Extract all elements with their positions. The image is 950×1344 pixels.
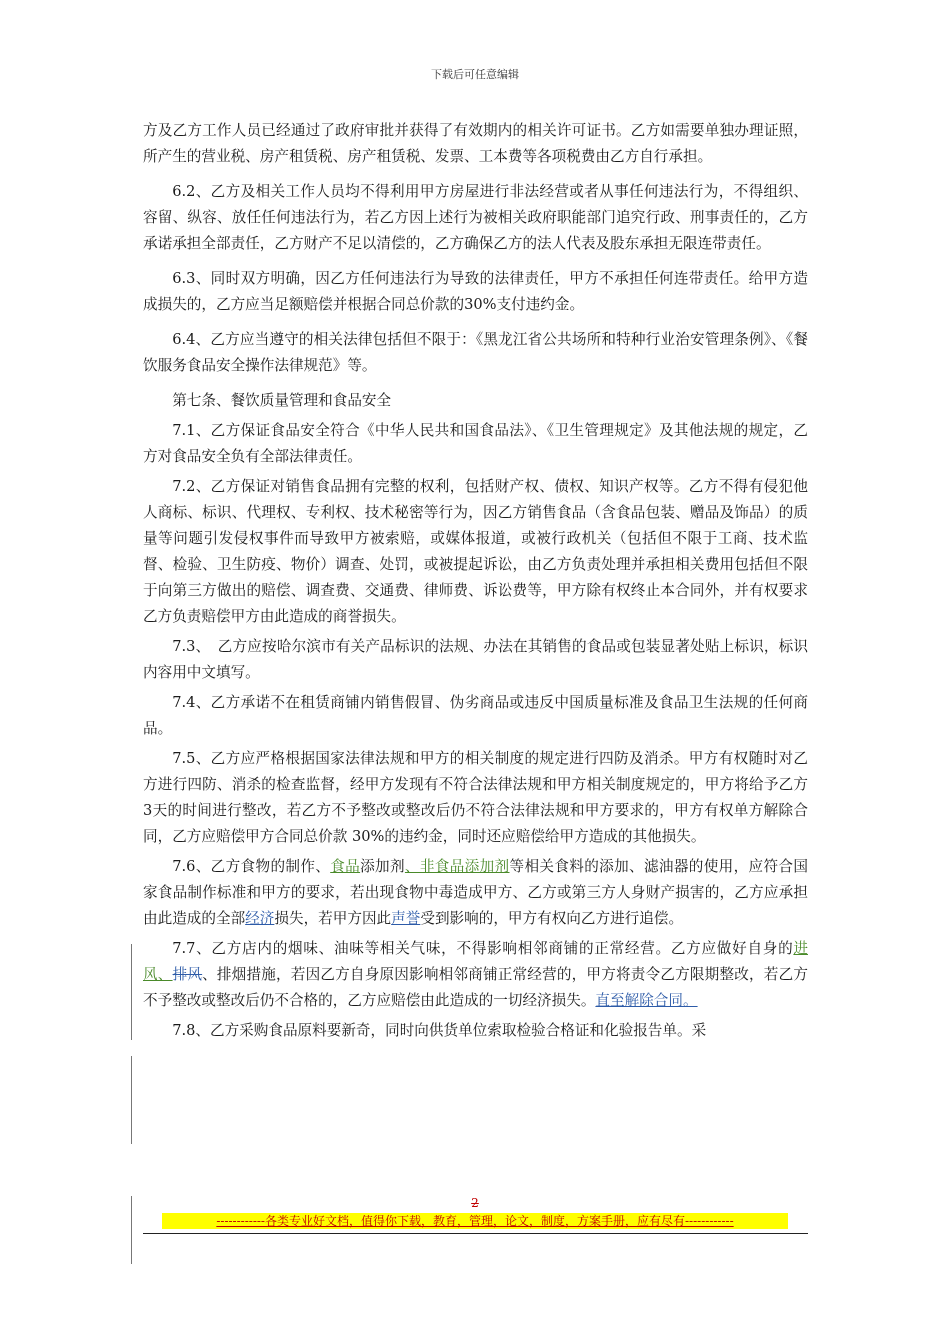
paragraph-7-6-text: 损失，若甲方因此 [274,910,392,927]
paragraph-7-6 [143,854,808,932]
paragraph-7-2: 7.2、乙方保证对销售食品拥有完整的权利，包括财产权、债权、知识产权等。乙方不得有侵犯他人商标、标识、代理权、专利权、技术秘密等行为，因乙方销售食品（含食品包装、赠品及饰品）的质量等问题引发侵权事件而导致甲方被索赔，或媒体报道，或被行政机关（包括但不限于工商、技术监督、检验、卫生防疫、物价）调查、处罚，或被提起诉讼，由乙方负责处理并承担相关费用包括但不限于向第三方做出的赔偿、调查费、交通费、律师费、诉讼费等，甲方除有权终止本合同外，并有权要求乙方负责赔偿甲方由此造成的商誉损失。 [143,478,808,625]
paragraph-6-3: 6.3、同时双方明确，因乙方任何违法行为导致的法律责任，甲方不承担任何连带责任。给甲方造成损失的，乙方应当足额赔偿并根据合同总价款的30%支付违约金。 [143,270,808,313]
revised-text: 声誉 [391,910,421,927]
paragraph-7-6-text: 等相关食料的添加、滤油器的使用，应符合国家食品制作标准和甲方的要求，若出现食物中毒造成甲方、乙方或第三方人身财产损害的，乙方应承担由此造成的全部 [143,858,808,927]
deleted-text: 排风 [172,966,203,983]
footer-banner: ------------各类专业好文档，值得你下载，教育，管理，论文，制度，方案手册，应有尽有------------ [162,1213,788,1229]
revised-text: 经济 [245,910,275,927]
revision-change-bar [131,944,132,1040]
paragraph-6-2: 6.2、乙方及相关工作人员均不得利用甲方房屋进行非法经营或者从事任何违法行为，不得组织、容留、纵容、放任任何违法行为，若乙方因上述行为被相关政府职能部门追究行政、刑事责任的，乙方承诺承担全部责任，乙方财产不足以清偿的，乙方确保乙方的法人代表及股东承担无限连带责任。 [143,183,808,252]
paragraph-6-4: 6.4、乙方应当遵守的相关法律包括但不限于：《黑龙江省公共场所和特种行业治安管理条例》、《餐饮服务食品安全操作法律规范》等。 [143,331,808,374]
paragraph-7-7 [143,936,808,1014]
paragraph-7-6-text: 7.6、乙方食物的制作、 [172,858,331,875]
inserted-text: 进风、 [143,940,808,983]
article-7-heading: 第七条、餐饮质量管理和食品安全 [172,392,392,409]
document-body [143,118,808,1048]
page-header: 下载后可任意编辑 [431,68,519,81]
paragraph-7-4: 7.4、乙方承诺不在租赁商铺内销售假冒、伪劣商品或违反中国质量标准及食品卫生法规的任何商品。 [143,694,808,737]
inserted-text: 、非食品添加剂 [404,858,510,875]
paragraph-7-3: 7.3、 乙方应按哈尔滨市有关产品标识的法规、办法在其销售的食品或包装显著处贴上标识，标识内容用中文填写。 [143,638,808,681]
revision-change-bar [131,1056,132,1144]
paragraph-7-8: 7.8、乙方采购食品原料要新奇，同时向供货单位索取检验合格证和化验报告单。采 [172,1022,707,1039]
paragraph-7-6-text: 受到影响的，甲方有权向乙方进行追偿。 [420,910,684,927]
paragraph-7-7-text: 7.7、乙方店内的烟味、油味等相关气味，不得影响相邻商铺的正常经营。乙方应做好自身的 [172,940,794,957]
inserted-text: 直至解除合同。 [595,992,698,1009]
paragraph-7-5: 7.5、乙方应严格根据国家法律法规和甲方的相关制度的规定进行四防及消杀。甲方有权随时对乙方进行四防、消杀的检查监督，经甲方发现有不符合法律法规和甲方相关制度规定的，甲方将给予乙方3天的时间进行整改，若乙方不予整改或整改后仍不符合法律法规和甲方要求的，甲方有权单方解除合同，乙方应赔偿甲方合同总价款 30%的违约金，同时还应赔偿给甲方造成的其他损失。 [143,750,808,845]
paragraph-7-7-text: 、排烟措施，若因乙方自身原因影响相邻商铺正常经营的，甲方将责令乙方限期整改，若乙方不予整改或整改后仍不合格的，乙方应赔偿由此造成的一切经济损失。 [143,966,808,1009]
paragraph-7-1: 7.1、乙方保证食品安全符合《中华人民共和国食品法》、《卫生管理规定》及其他法规的规定，乙方对食品安全负有全部法律责任。 [143,422,808,465]
paragraph-6-1-continued: 方及乙方工作人员已经通过了政府审批并获得了有效期内的相关许可证书。乙方如需要单独办理证照，所产生的营业税、房产租赁税、房产租赁税、发票、工本费等各项税费由乙方自行承担。 [143,122,808,165]
inserted-text: 食品 [330,858,361,875]
footer-divider [143,1233,808,1234]
page-number: 2 [471,1196,479,1210]
paragraph-7-6-text: 添加剂 [360,858,405,875]
